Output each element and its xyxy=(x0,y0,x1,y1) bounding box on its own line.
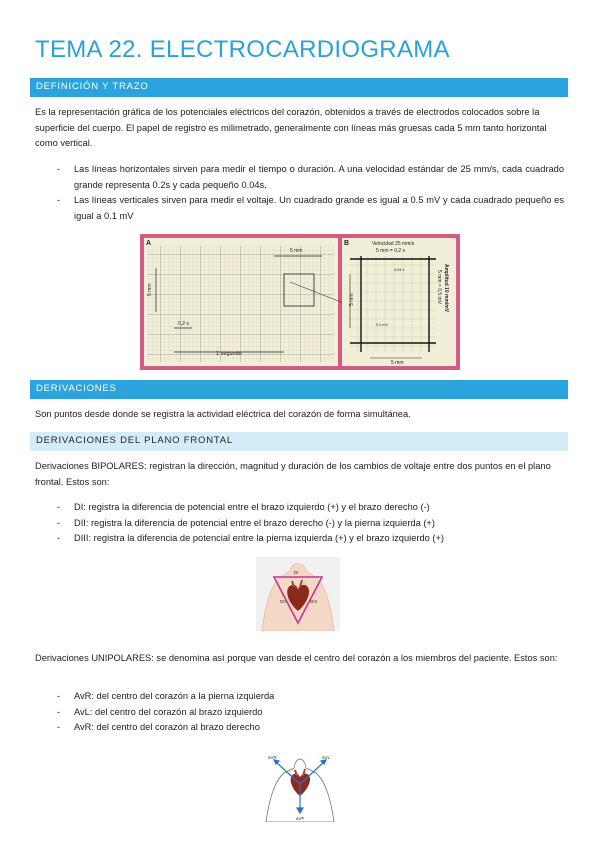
bullet-dash: - xyxy=(57,164,61,174)
panel-a-label: A xyxy=(146,240,152,247)
subsection-header-plano-frontal xyxy=(30,432,568,451)
unipolar-leads-figure xyxy=(262,748,338,822)
b-5mm-02s-label: 5 mm = 0,2 s xyxy=(376,248,406,254)
section-heading: DERIVACIONES xyxy=(36,383,117,394)
avl-label: aVL xyxy=(322,755,331,760)
ecg-paper-figure xyxy=(140,234,460,370)
a-top-label: 5 mm xyxy=(290,248,303,254)
b-01mv-label: 0,1 mV xyxy=(376,323,389,327)
definition-paragraph: Es la representación gráfica de los potenciales eléctricos del corazón, obtenidos a través de electrodos colocados sobre la superficie del cuerpo. El papel de registro es milimetrado, generalmente con líneas más gruesas cada 5 mm tanto horizontal como vertical. xyxy=(35,107,547,148)
bullet-dash: - xyxy=(57,707,61,717)
b-bottom-label: 5 mm xyxy=(391,360,404,366)
bullet-text: Las líneas verticales sirven para medir el voltaje. Un cuadrado grande es igual a 0.5 mV y cada cuadrado pequeño es igual a 0.1 mV xyxy=(74,195,564,221)
di-label: DI xyxy=(294,570,299,575)
bullet-dash: - xyxy=(57,195,61,205)
avf-label: aVF xyxy=(296,816,305,821)
bullet-text: DIII: registra la diferencia de potencial entre la pierna izquierda (+) y el brazo izquierdo (+) xyxy=(74,533,445,543)
section-header-derivaciones xyxy=(30,380,568,399)
diii-label: DIII xyxy=(310,599,318,604)
bullet-text: AvR: del centro del corazón a la pierna izquierda xyxy=(74,691,275,701)
bipolar-intro: Derivaciones BIPOLARES: registran la dirección, magnitud y duración de los cambios de voltaje entre dos puntos en el plano frontal. Estos son: xyxy=(35,461,551,487)
bullet-dash: - xyxy=(57,518,61,528)
b-amplitud-label: Amplitud 10 mm/mV xyxy=(443,264,449,313)
a-1segundo-label: 1 segundo xyxy=(216,351,242,357)
b-05mv-label: 5 mm = 0,5 mV xyxy=(436,270,442,305)
bullet-dash: - xyxy=(57,691,61,701)
bullet-dash: - xyxy=(57,722,61,732)
dii-label: DII xyxy=(280,599,286,604)
panel-b-label: B xyxy=(344,240,350,247)
section-header-definicion xyxy=(30,78,568,97)
subsection-heading: DERIVACIONES DEL PLANO FRONTAL xyxy=(36,435,233,446)
a-side-label: 5 mm xyxy=(147,283,153,296)
avr-label: aVR xyxy=(268,755,277,760)
bullet-text: Las líneas horizontales sirven para medir el tiempo o duración. A una velocidad estándar de 25 mm/s, cada cuadrado grande representa 0.2s y cada pequeño 0.04s. xyxy=(74,164,564,190)
bullet-text: AvL: del centro del corazón al brazo izquierdo xyxy=(74,707,263,717)
bullet-text: DII: registra la diferencia de potencial entre el brazo derecho (-) y la pierna izquierda (+) xyxy=(74,518,435,528)
bullet-dash: - xyxy=(57,502,61,512)
a-02s-label: 0,2 s xyxy=(178,321,189,327)
bullet-text: DI: registra la diferencia de potencial entre el brazo izquierdo (+) y el brazo derecho (-) xyxy=(74,502,430,512)
einthoven-triangle-figure xyxy=(256,557,340,631)
page-title: TEMA 22. ELECTROCARDIOGRAMA xyxy=(35,36,450,63)
bullet-text: AvR: del centro del corazón al brazo derecho xyxy=(74,722,260,732)
bullet-dash: - xyxy=(57,533,61,543)
b-004s-label: 0,04 s xyxy=(394,268,405,272)
derivaciones-paragraph: Son puntos desde donde se registra la actividad eléctrica del corazón de forma simultánea. xyxy=(35,409,411,419)
unipolar-intro: Derivaciones UNIPOLARES: se denomina así porque van desde el centro del corazón a los miembros del paciente. Estos son: xyxy=(35,653,558,663)
b-side-label: 5 mm xyxy=(349,293,355,306)
section-heading: DEFINICIÓN Y TRAZO xyxy=(36,81,149,92)
b-velocidad-label: Velocidad 25 mm/s xyxy=(372,241,415,247)
